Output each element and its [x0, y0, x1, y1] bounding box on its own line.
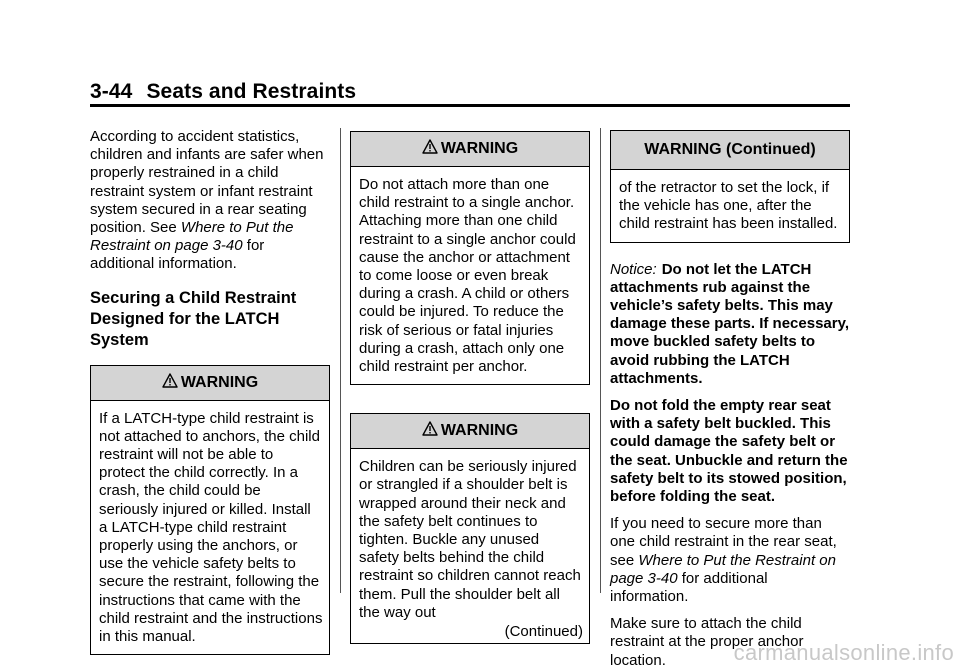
column-divider-2 — [600, 128, 601, 593]
watermark: carmanualsonline.info — [733, 640, 954, 665]
warning-header: WARNING — [351, 132, 589, 167]
warning-triangle-icon — [422, 421, 438, 436]
header-rule — [90, 104, 850, 107]
warning-header: WARNING — [351, 414, 589, 449]
column-divider-1 — [340, 128, 341, 593]
notice-paragraph: Notice: Do not let the LATCH attachments rub against the vehicle’s safety belts. This may damage these parts. If necessary, move buckled safety belts to avoid rubbing the LATCH attachments. — [610, 260, 850, 387]
section-title: Seats and Restraints — [146, 80, 357, 103]
cross-reference-link[interactable]: Where to Put the Restraint on page 3-40 — [610, 551, 836, 587]
warning-body: of the retractor to set the lock, if the vehicle has one, after the child restraint has been installed. — [619, 179, 838, 233]
warning-box-single-anchor — [350, 131, 590, 385]
cross-reference-link[interactable]: Where to Put the Restraint on page 3-40 — [90, 219, 294, 255]
column-3 — [610, 128, 850, 670]
warning-triangle-icon — [162, 373, 178, 388]
attach-paragraph: Make sure to attach the child restraint at the proper anchor location. — [610, 615, 804, 669]
fold-seat-paragraph: Do not fold the empty rear seat with a safety belt buckled. This could damage the safety belt or the seat. Unbuckle and return the safety belt to its stowed position, before folding the seat. — [610, 397, 848, 506]
warning-header: WARNING — [91, 366, 329, 401]
page-header — [90, 80, 356, 104]
continued-label: (Continued) — [504, 623, 583, 641]
warning-box-continued — [610, 130, 850, 243]
warning-triangle-icon — [422, 139, 438, 154]
warning-header: WARNING (Continued) — [611, 131, 849, 170]
intro-paragraph: According to accident statistics, children and infants are safer when properly restrained in a child restraint system or infant restraint system secured in a rear seating position. See Where to Put the Restraint on page 3-40 for additional information. — [90, 128, 324, 273]
warning-body: Do not attach more than one child restraint to a single anchor. Attaching more than one child restraint to a single anchor could cause the anchor or attachment to come loose or even break during a crash. A child or others could be injured. To reduce the risk of serious or fatal injuries during a crash, attach only one child restraint per anchor. — [359, 176, 576, 376]
column-2 — [350, 128, 590, 644]
warning-body: If a LATCH-type child restraint is not attached to anchors, the child restraint will not be able to protect the child correctly. In a crash, the child could be seriously injured or killed. Install a LATCH-type child restraint properly using the anchors, or use the vehicle safety belts to secure the restraint, following the instructions that came with the child restraint and the instructions in this manual. — [99, 409, 323, 646]
column-1 — [90, 128, 330, 655]
warning-box-shoulder-belt — [350, 413, 590, 644]
warning-body: Children can be seriously injured or strangled if a shoulder belt is wrapped around their neck and the safety belt continues to tighten. Buckle any unused safety belts behind the child restraint so children cannot reach them. Pull the shoulder belt all the way out (Continued) — [359, 458, 583, 641]
page-number: 3-44 — [90, 80, 133, 103]
secure-paragraph: If you need to secure more than one child restraint in the rear seat, see Where to Put the Restraint on page 3-40 for additional information. — [610, 515, 837, 606]
notice-label: Notice: — [610, 260, 657, 278]
subheading: Securing a Child Restraint Designed for the LATCH System — [90, 288, 297, 349]
warning-box-latch — [90, 365, 330, 656]
